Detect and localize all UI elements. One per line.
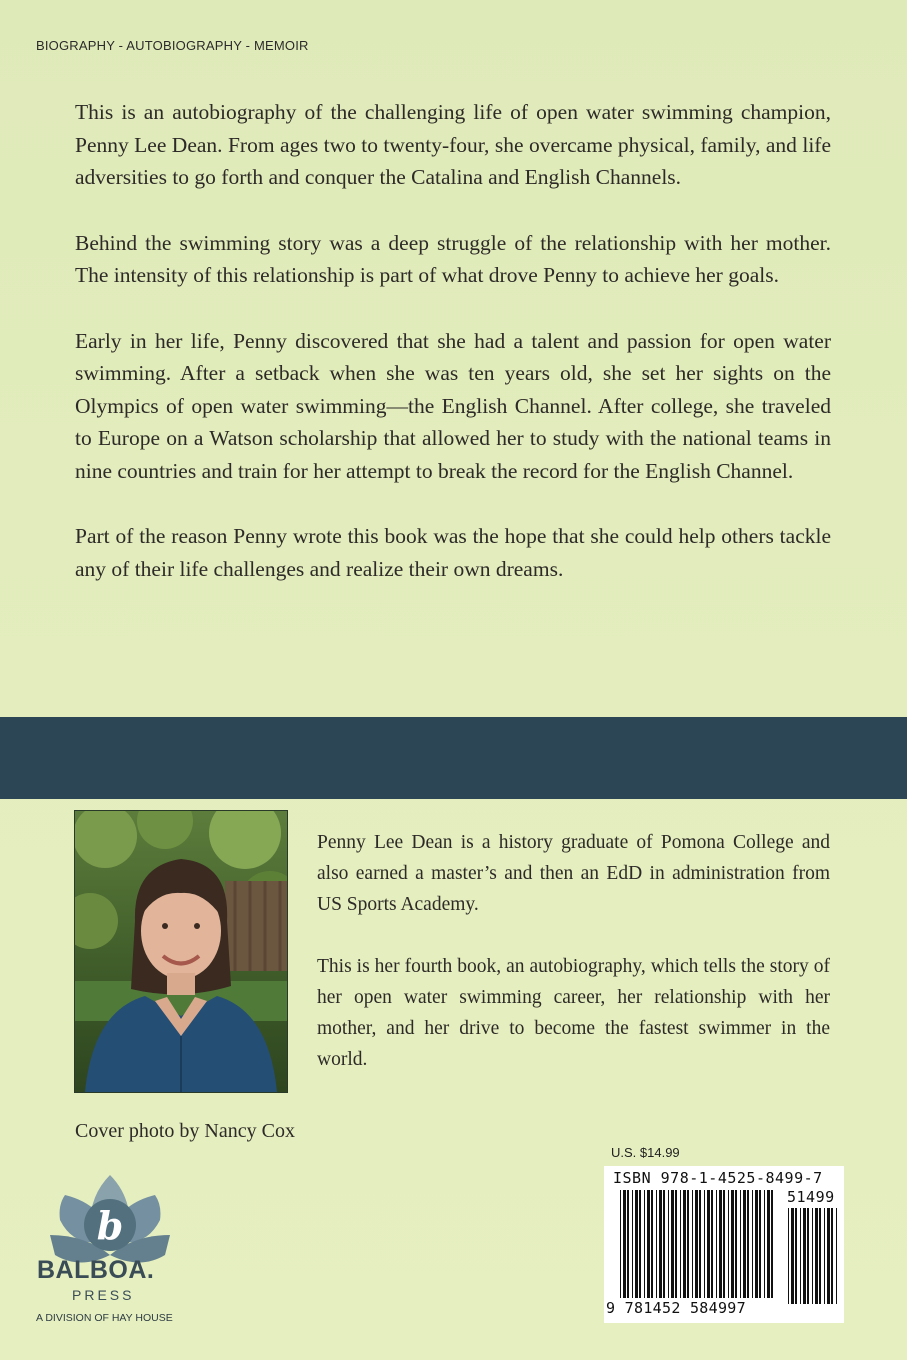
description-paragraph: Part of the reason Penny wrote this book was the hope that she could help others tackle any of their life challenges and realize their own dreams.: [75, 524, 831, 581]
barcode: [604, 1166, 844, 1323]
divider-band: [0, 717, 907, 799]
addon-number: 51499: [787, 1188, 835, 1206]
isbn-text: ISBN 978-1-4525-8499-7: [613, 1169, 823, 1187]
publisher-name: BALBOA.: [37, 1256, 155, 1284]
publisher-division: A DIVISION OF HAY HOUSE: [36, 1312, 173, 1324]
publisher-sub: PRESS: [72, 1287, 135, 1303]
description-paragraph: Behind the swimming story was a deep struggle of the relationship with her mother. The intensity of this relationship is part of what drove Penny to achieve her goals.: [75, 230, 831, 287]
book-description: [75, 96, 831, 618]
author-photo: [74, 810, 288, 1093]
price-label: U.S. $14.99: [611, 1145, 680, 1160]
photo-credit: Cover photo by Nancy Cox: [75, 1120, 295, 1142]
balboa-press-logo-icon: [30, 1165, 190, 1335]
bio-paragraph: This is her fourth book, an autobiography, which tells the story of her open water swimming career, her relationship with her mother, and her drive to become the fastest swimmer in the world.: [317, 956, 830, 1070]
bio-paragraph: Penny Lee Dean is a history graduate of Pomona College and also earned a master’s and then an EdD in administration from US Sports Academy.: [317, 832, 830, 915]
description-paragraph: Early in her life, Penny discovered that she had a talent and passion for open water swimming. After a setback when she was ten years old, she set her sights on the Olympics of open water swimming—the English Channel. After college, she traveled to Europe on a Watson scholarship that allowed her to study with the national teams in nine countries and train for her attempt to break the record for the English Channel.: [75, 328, 831, 483]
svg-text:b: b: [96, 1203, 124, 1248]
category-label: BIOGRAPHY - AUTOBIOGRAPHY - MEMOIR: [36, 38, 309, 53]
ean-number: 9 781452 584997: [606, 1299, 746, 1317]
description-paragraph: This is an autobiography of the challenging life of open water swimming champion, Penny Lee Dean. From ages two to twenty-four, she overcame physical, family, and life adversities to go forth and conquer the Catalina and English Channels.: [75, 100, 831, 189]
author-bio: [317, 827, 830, 1106]
